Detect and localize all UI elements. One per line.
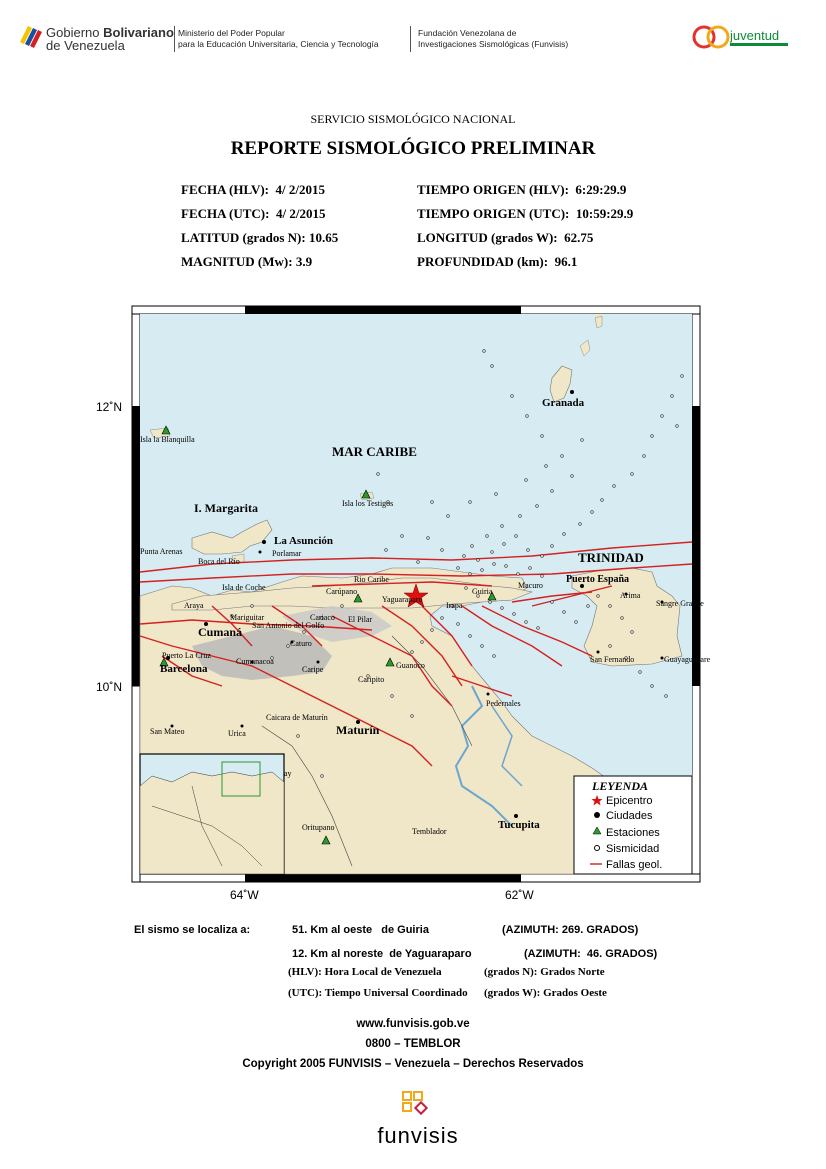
svg-text:Ciudades: Ciudades xyxy=(606,810,653,822)
svg-text:Boca del Río: Boca del Río xyxy=(198,557,240,566)
svg-text:Guiria: Guiria xyxy=(472,587,493,596)
svg-text:Maturín: Maturín xyxy=(336,723,380,737)
svg-text:Tucupita: Tucupita xyxy=(498,819,540,831)
svg-text:Araya: Araya xyxy=(184,601,204,610)
svg-text:Urica: Urica xyxy=(228,729,246,738)
funvisis-logo: funvisis xyxy=(368,1090,468,1147)
longitud: LONGITUD (grados W): 62.75 xyxy=(417,230,594,245)
header-divider xyxy=(174,26,175,52)
svg-text:Macuro: Macuro xyxy=(518,581,543,590)
government-name: Gobierno Bolivariano de Venezuela xyxy=(46,25,174,53)
svg-text:Cumanacoa: Cumanacoa xyxy=(236,657,274,666)
copyright: Copyright 2005 FUNVISIS – Venezuela – Derechos Reservados xyxy=(242,1058,584,1070)
location-line1-azimuth: (AZIMUTH: 269. GRADOS) xyxy=(502,924,639,936)
svg-text:Yaguaraparo: Yaguaraparo xyxy=(382,595,423,604)
svg-text:El Pilar: El Pilar xyxy=(348,615,373,624)
ministry-name: Ministerio del Poder Popular para la Educación Universitaria, Ciencia y Tecnología xyxy=(178,28,379,49)
lat-label-12: 12˚N xyxy=(96,400,123,414)
legend-city-icon xyxy=(594,812,600,818)
seismic-map xyxy=(132,306,711,906)
svg-text:Pedernales: Pedernales xyxy=(486,699,521,708)
svg-text:Granada: Granada xyxy=(542,397,585,409)
magnitud: MAGNITUD (Mw): 3.9 xyxy=(181,254,313,269)
website-link[interactable]: www.funvisis.gob.ve xyxy=(356,1018,470,1030)
svg-text:TRINIDAD: TRINIDAD xyxy=(578,550,644,565)
svg-text:Arima: Arima xyxy=(620,591,641,600)
location-line2-distance: 12. Km al noreste de Yaguaraparo xyxy=(292,948,472,960)
svg-text:Temblador: Temblador xyxy=(412,827,447,836)
profundidad: PROFUNDIDAD (km): 96.1 xyxy=(417,254,578,269)
svg-text:La Asunción: La Asunción xyxy=(274,535,333,547)
svg-text:Puerto España: Puerto España xyxy=(566,574,630,585)
hlv-note: (HLV): Hora Local de Venezuela xyxy=(288,966,442,978)
venezuela-flag-icon xyxy=(18,22,44,50)
svg-text:Epicentro: Epicentro xyxy=(606,795,653,807)
svg-text:San Antonio del Golfo: San Antonio del Golfo xyxy=(252,621,325,630)
phone-number: 0800 – TEMBLOR xyxy=(365,1038,461,1050)
svg-text:Isla la Blanquilla: Isla la Blanquilla xyxy=(140,435,195,444)
youth-logo xyxy=(690,24,790,50)
svg-text:Barcelona: Barcelona xyxy=(160,663,208,675)
svg-text:Caripe: Caripe xyxy=(302,665,324,674)
svg-text:Fallas geol.: Fallas geol. xyxy=(606,859,663,871)
fecha-hlv: FECHA (HLV): 4/ 2/2015 xyxy=(181,182,325,197)
svg-text:San Mateo: San Mateo xyxy=(150,727,185,736)
svg-text:Irapa: Irapa xyxy=(446,601,463,610)
svg-text:Caturo: Caturo xyxy=(290,639,312,648)
latitud: LATITUD (grados N): 10.65 xyxy=(181,230,339,245)
svg-text:Puerto La Cruz: Puerto La Cruz xyxy=(162,651,211,660)
svg-text:Estaciones: Estaciones xyxy=(606,827,660,839)
svg-text:Isla los Testigos: Isla los Testigos xyxy=(342,499,394,508)
svg-text:Rio Caribe: Rio Caribe xyxy=(354,575,389,584)
grados-w-note: (grados W): Grados Oeste xyxy=(484,987,607,999)
svg-text:juventud: juventud xyxy=(730,28,780,43)
grados-n-note: (grados N): Grados Norte xyxy=(484,966,605,978)
header-divider xyxy=(410,26,411,52)
utc-note: (UTC): Tiempo Universal Coordinado xyxy=(288,987,468,999)
foundation-name: Fundación Venezolana de Investigaciones Sismológicas (Funvisis) xyxy=(418,28,569,49)
svg-text:LEYENDA: LEYENDA xyxy=(592,779,649,793)
tiempo-hlv: TIEMPO ORIGEN (HLV): 6:29:29.9 xyxy=(417,182,627,197)
location-intro: El sismo se localiza a: xyxy=(134,924,251,936)
svg-text:Oritupano: Oritupano xyxy=(302,823,335,832)
legend xyxy=(574,776,692,874)
svg-text:Cariaco: Cariaco xyxy=(310,613,335,622)
fecha-utc: FECHA (UTC): 4/ 2/2015 xyxy=(181,206,326,221)
lat-label-10: 10˚N xyxy=(96,680,123,694)
svg-text:San Fernando: San Fernando xyxy=(590,655,635,664)
svg-text:Caicara de Maturín: Caicara de Maturín xyxy=(266,713,328,722)
report-title: REPORTE SISMOLÓGICO PRELIMINAR xyxy=(230,138,596,159)
tiempo-utc: TIEMPO ORIGEN (UTC): 10:59:29.9 xyxy=(417,206,634,221)
svg-text:I. Margarita: I. Margarita xyxy=(194,501,258,515)
svg-text:Isla de Coche: Isla de Coche xyxy=(222,583,266,592)
inset-map xyxy=(140,754,284,874)
svg-text:Mariguitar: Mariguitar xyxy=(230,613,265,622)
legend-seismicity-icon xyxy=(595,846,600,851)
svg-text:Punta Arenas: Punta Arenas xyxy=(140,547,183,556)
svg-text:Cumaná: Cumaná xyxy=(198,625,243,639)
funvisis-squares-icon xyxy=(401,1090,435,1120)
svg-text:ay: ay xyxy=(284,769,292,778)
svg-text:Sangre Grande: Sangre Grande xyxy=(656,599,704,608)
svg-text:Carúpano: Carúpano xyxy=(326,587,358,596)
service-name: SERVICIO SISMOLÓGICO NACIONAL xyxy=(310,112,516,126)
svg-text:Caripito: Caripito xyxy=(358,675,385,684)
location-line2-azimuth: (AZIMUTH: 46. GRADOS) xyxy=(524,948,658,960)
svg-text:Porlamar: Porlamar xyxy=(272,549,302,558)
location-line1-distance: 51. Km al oeste de Guiria xyxy=(292,924,429,936)
svg-text:MAR CARIBE: MAR CARIBE xyxy=(332,444,417,459)
lon-label-62: 62˚W xyxy=(505,888,534,902)
svg-text:Guanoco: Guanoco xyxy=(396,661,425,670)
government-logo xyxy=(18,22,44,55)
svg-text:Guayaguayare: Guayaguayare xyxy=(664,655,711,664)
lon-label-64: 64˚W xyxy=(230,888,259,902)
svg-text:Sismicidad: Sismicidad xyxy=(606,843,660,855)
